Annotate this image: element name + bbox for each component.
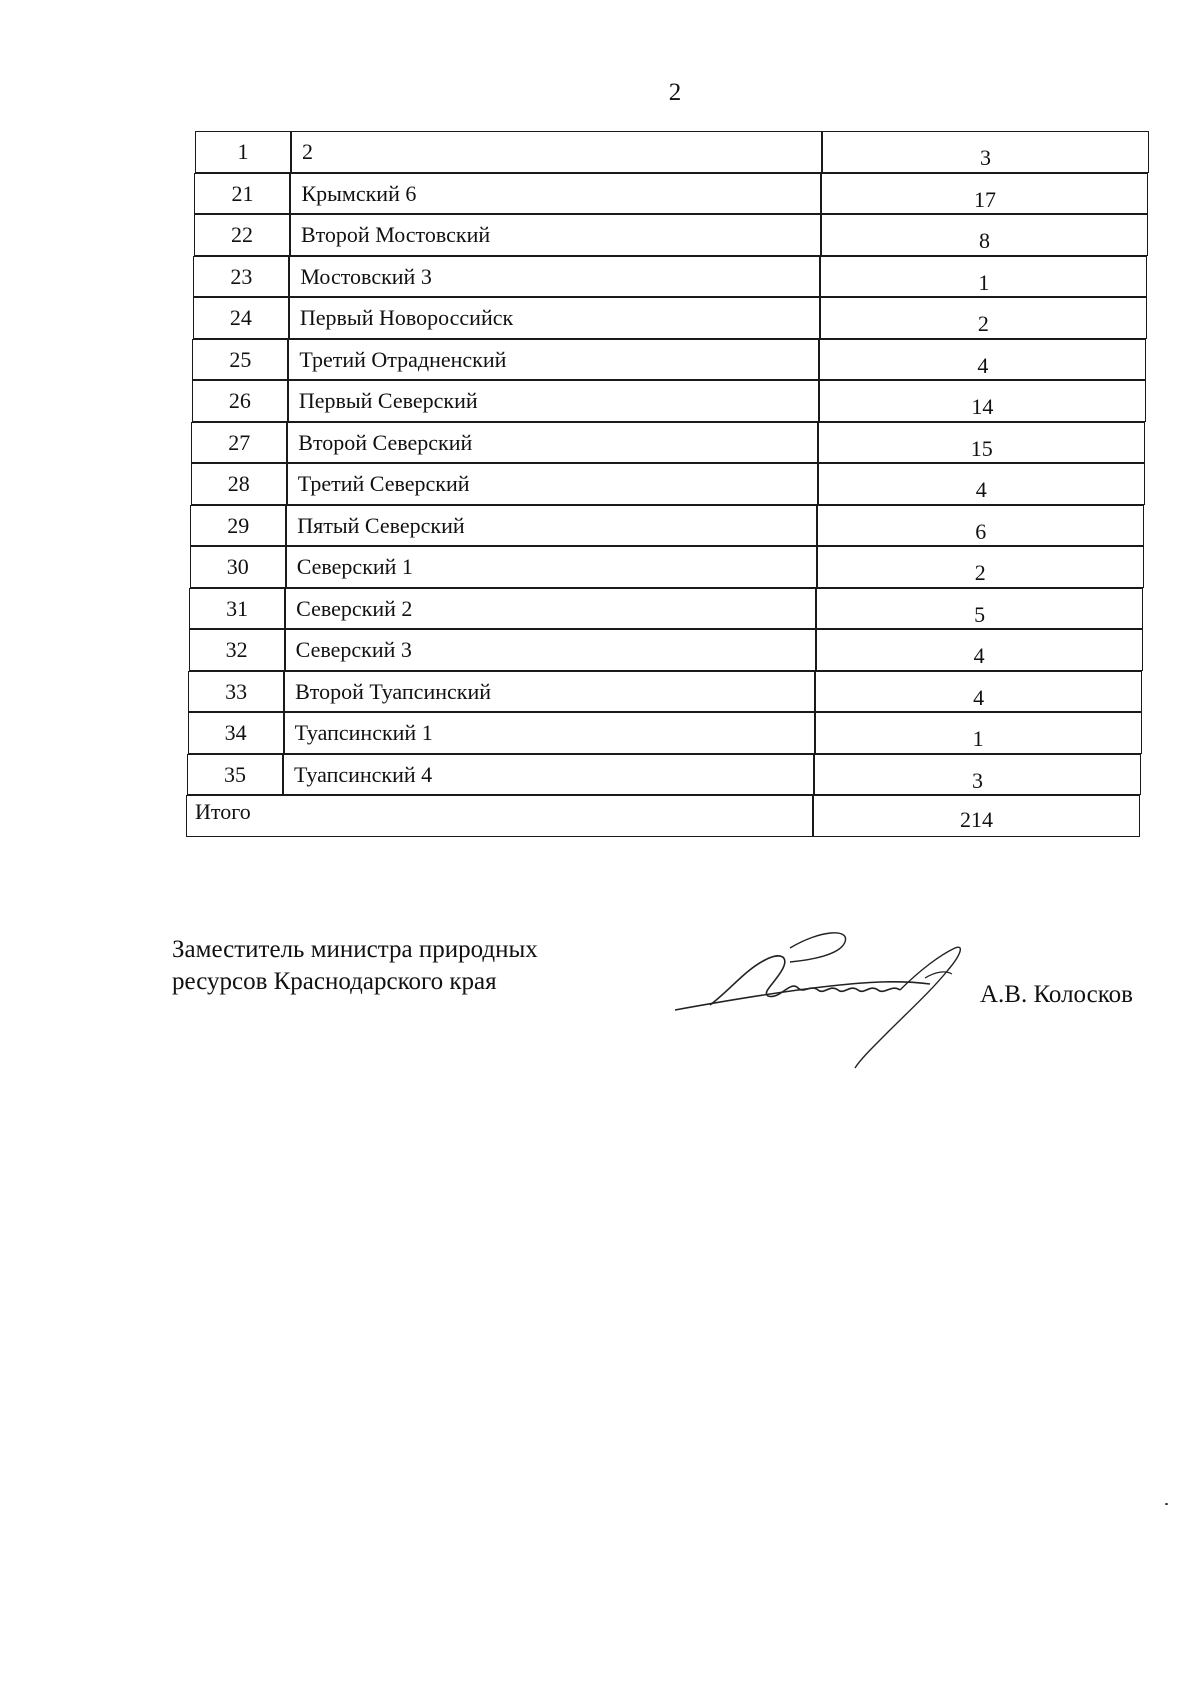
table-row-number-cell — [190, 505, 286, 547]
table-row-name-cell-text: Второй Северский — [298, 429, 473, 455]
table-row-number-cell-text: 24 — [229, 305, 252, 330]
table-row-number-cell — [193, 297, 289, 339]
table-row-name-cell — [287, 463, 818, 505]
table-row-value-cell — [819, 380, 1146, 422]
table-row-value-cell — [815, 712, 1142, 754]
table-row-name-cell — [288, 339, 819, 381]
table-row-name-cell-text: Северский 3 — [295, 637, 412, 662]
table-row-number-cell-text: 28 — [227, 471, 250, 496]
table-row-value-cell — [817, 546, 1144, 588]
table-row-number-cell-text: 30 — [226, 554, 249, 579]
table-total-label: Итого — [195, 799, 251, 824]
table-row-value-cell-text: 14 — [971, 394, 994, 419]
table-row-name-cell-text: Крымский 6 — [301, 180, 417, 206]
table-row-number-cell-text: 25 — [229, 346, 252, 372]
table-row-number-cell — [193, 256, 289, 298]
signatory-title — [172, 934, 538, 998]
table-row-name-cell — [290, 173, 821, 215]
table-row-value-cell — [820, 256, 1147, 298]
table-row-value-cell — [814, 754, 1141, 796]
page-number-text: 2 — [668, 79, 682, 106]
table-row-name-cell — [284, 671, 815, 713]
table-row-value-cell-text: 4 — [977, 352, 989, 378]
table-row-number-cell — [188, 671, 284, 713]
table-row-number-cell — [190, 546, 286, 588]
table-row-value-cell-text: 5 — [974, 601, 986, 627]
table-row-name-cell-text: Первый Северский — [298, 388, 478, 413]
table-row-value-cell — [816, 629, 1143, 671]
table-row-value-cell-text: 1 — [972, 726, 984, 751]
table-row-number-cell — [194, 173, 290, 215]
table-header-number-cell-text: 1 — [237, 139, 249, 164]
table-row-number-cell-text: 26 — [228, 388, 251, 413]
table-row-number-cell-text: 22 — [230, 222, 253, 247]
table-row-name-cell — [290, 214, 821, 256]
table-row-number-cell — [189, 629, 285, 671]
table-row-number-cell-text: 29 — [227, 512, 250, 538]
table-row-name-cell — [288, 380, 819, 422]
table-row-number-cell — [187, 754, 283, 796]
table-row-name-cell-text: Туапсинский 1 — [294, 720, 433, 745]
table-header-value-cell — [822, 131, 1149, 173]
table-row-number-cell-text: 27 — [228, 429, 251, 455]
table-row-value-cell-text: 17 — [973, 186, 996, 212]
table-row-value-cell — [818, 463, 1145, 505]
scan-speck — [1165, 1503, 1168, 1505]
table-row-number-cell — [191, 422, 287, 464]
table-row-value-cell-text: 2 — [977, 311, 989, 336]
table-row-name-cell-text: Мостовский 3 — [300, 263, 432, 289]
table-row-value-cell-text: 15 — [970, 435, 993, 461]
signatory-title-line-2: ресурсов Краснодарского края — [172, 968, 497, 995]
table-row-name-cell — [289, 256, 820, 298]
table-row-name-cell-text: Третий Отрадненский — [299, 346, 507, 372]
table-row-name-cell — [289, 297, 820, 339]
table-row-number-cell-text: 21 — [231, 180, 254, 206]
table-row-name-cell — [287, 422, 818, 464]
table-row-name-cell — [286, 546, 817, 588]
table-row-name-cell-text: Второй Мостовский — [300, 222, 491, 247]
table-row-number-cell — [191, 463, 287, 505]
table-row-name-cell — [286, 505, 817, 547]
table-row-value-cell-text: 4 — [973, 684, 985, 710]
table-row-number-cell-text: 35 — [224, 761, 247, 787]
table-total-row — [186, 795, 813, 837]
table-row-name-cell-text: Пятый Северский — [297, 512, 465, 538]
table-row-number-cell-text: 33 — [225, 678, 248, 704]
signatory-title-line-1: Заместитель министра природных — [172, 936, 538, 963]
table-row-value-cell — [815, 671, 1142, 713]
table-row-name-cell — [285, 588, 816, 630]
table-row-name-cell — [285, 629, 816, 671]
table-row-value-cell-text: 6 — [975, 518, 987, 544]
table-total-value: 214 — [960, 807, 993, 832]
table-row-name-cell-text: Третий Северский — [297, 471, 470, 496]
table-header-name-cell — [291, 131, 822, 173]
table-row-name-cell-text: Туапсинский 4 — [294, 761, 433, 787]
table-row-number-cell-text: 23 — [230, 263, 253, 289]
table-row-value-cell — [816, 588, 1143, 630]
table-row-value-cell — [818, 422, 1145, 464]
table-row-value-cell — [817, 505, 1144, 547]
table-row-value-cell-text: 2 — [974, 560, 986, 585]
table-row-name-cell — [284, 712, 815, 754]
table-row-value-cell-text: 3 — [972, 767, 984, 793]
table-row-number-cell-text: 34 — [224, 720, 247, 745]
table-header-value-cell-text: 3 — [980, 145, 991, 170]
table-row-number-cell — [189, 588, 285, 630]
table-header-name-cell-text: 2 — [302, 139, 313, 164]
table-row-value-cell-text: 1 — [978, 269, 990, 295]
table-row-number-cell — [188, 712, 284, 754]
table-header-number-cell — [195, 131, 291, 173]
table-row-value-cell-text: 4 — [973, 643, 985, 668]
table-row-number-cell-text: 31 — [226, 595, 249, 621]
table-row-name-cell-text: Первый Новороссийск — [299, 305, 514, 330]
table-row-name-cell-text: Северский 1 — [296, 554, 413, 579]
table-row-name-cell-text: Второй Туапсинский — [295, 678, 491, 704]
table-row-number-cell — [192, 380, 288, 422]
table-row-name-cell-text: Северский 2 — [296, 595, 413, 621]
table-row-number-cell — [194, 214, 290, 256]
table-row-value-cell — [819, 339, 1146, 381]
table-total-value-cell — [813, 795, 1140, 837]
table-row-value-cell-text: 4 — [975, 477, 987, 502]
table-row-number-cell — [192, 339, 288, 381]
signatory-name: А.В. Колосков — [980, 981, 1133, 1008]
table-row-value-cell — [820, 297, 1147, 339]
table-row-name-cell — [283, 754, 814, 796]
table-row-value-cell — [821, 173, 1148, 215]
table-row-value-cell-text: 8 — [978, 228, 990, 253]
table-row-number-cell-text: 32 — [225, 637, 248, 662]
table-row-value-cell — [821, 214, 1148, 256]
